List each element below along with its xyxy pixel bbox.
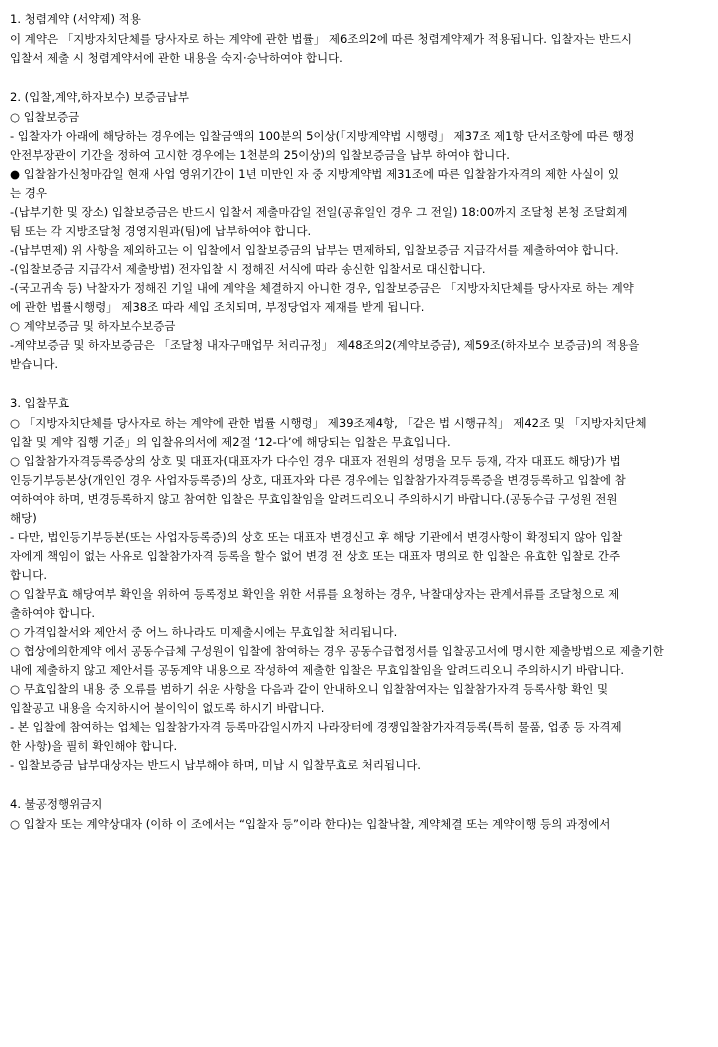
- section-2-line-5: 는 경우: [10, 186, 47, 200]
- section-3-line-1: ○ 「지방자치단체를 당사자로 하는 계약에 관한 법률 시행령」 제39조제4항, 「같은 법 시행규칙」 제42조 및 「지방자치단체: [10, 416, 647, 430]
- section-2-line-14: 받습니다.: [10, 357, 59, 371]
- section-3-line-12: ○ 가격입찰서와 제안서 중 어느 하나라도 미제출시에는 무효입찰 처리됩니다.: [10, 625, 398, 639]
- section-1-heading: 1. 청렴계약 (서약제) 적용: [10, 12, 141, 26]
- section-1-line-2: 입찰서 제출 시 청렴계약서에 관한 내용을 숙지·승낙하여야 합니다.: [10, 51, 343, 65]
- spacer: [10, 380, 708, 394]
- section-3-line-7: - 다만, 법인등기부등본(또는 사업자등록증)의 상호 또는 대표자 변경신고 후 해당 기관에서 변경사항이 확정되지 않아 입찰: [10, 530, 623, 544]
- section-3-line-18: 한 사항)을 필히 확인해야 합니다.: [10, 739, 178, 753]
- section-2-line-9: -(입찰보증금 지급각서 제출방법) 전자입찰 시 정해진 서식에 따라 송신한 입찰서로 대신합니다.: [10, 262, 486, 276]
- spacer: [10, 74, 708, 88]
- section-3-heading: 3. 입찰무효: [10, 396, 70, 410]
- section-2-line-6: -(납부기한 및 장소) 입찰보증금은 반드시 입찰서 제출마감일 전일(공휴일인 경우 그 전일) 18:00까지 조달청 본청 조달회계: [10, 205, 628, 219]
- section-3-line-4: 인등기부등본상(개인인 경우 사업자등록증)의 상호, 대표자와 다른 경우에는 입찰참가자격등록증을 변경등록하고 입찰에 참: [10, 473, 626, 487]
- section-3-line-17: - 본 입찰에 참여하는 업체는 입찰참가자격 등록마감일시까지 나라장터에 경쟁입찰참가자격등록(특히 물품, 업종 등 자격제: [10, 720, 622, 734]
- section-3-line-19: - 입찰보증금 납부대상자는 반드시 납부해야 하며, 미납 시 입찰무효로 처리됩니다.: [10, 758, 421, 772]
- section-2-line-1: ○ 입찰보증금: [10, 110, 80, 124]
- section-4: [10, 795, 708, 834]
- section-1: [10, 10, 708, 68]
- section-3-line-2: 입찰 및 계약 집행 기준」의 입찰유의서에 제2절 ‘12-다’에 해당되는 입찰은 무효입니다.: [10, 435, 451, 449]
- section-3-line-6: 해당): [10, 511, 37, 525]
- section-3-line-9: 합니다.: [10, 568, 47, 582]
- section-3-line-3: ○ 입찰참가자격등록증상의 상호 및 대표자(대표자가 다수인 경우 대표자 전원의 성명을 모두 등재, 각자 대표도 해당)가 법: [10, 454, 621, 468]
- section-2: [10, 88, 708, 374]
- section-1-line-1: 이 계약은 「지방자치단체를 당사자로 하는 계약에 관한 법률」 제6조의2에 따른 청렴계약제가 적용됩니다. 입찰자는 반드시: [10, 32, 633, 46]
- section-2-line-7: 팀 또는 각 지방조달청 경영지원과(팀)에 납부하여야 합니다.: [10, 224, 312, 238]
- section-3-line-5: 여하여야 하며, 변경등록하지 않고 참여한 입찰은 무효입찰임을 알려드리오니 주의하시기 바랍니다.(공동수급 구성원 전원: [10, 492, 618, 506]
- section-2-line-13: -계약보증금 및 하자보증금은 「조달청 내자구매업무 처리규정」 제48조의2(계약보증금), 제59조(하자보수 보증금)의 적용을: [10, 338, 640, 352]
- section-2-line-11: 에 관한 법률시행령」 제38조 따라 세입 조치되며, 부정당업자 제재를 받게 됩니다.: [10, 300, 425, 314]
- section-2-line-2: - 입찰자가 아래에 해당하는 경우에는 입찰금액의 100분의 5이상(「지방계약법 시행령」 제37조 제1항 단서조항에 따른 행정: [10, 129, 635, 143]
- section-2-line-12: ○ 계약보증금 및 하자보수보증금: [10, 319, 176, 333]
- section-2-line-8: -(납부면제) 위 사항을 제외하고는 이 입찰에서 입찰보증금의 납부는 면제하되, 입찰보증금 지급각서를 제출하여야 합니다.: [10, 243, 619, 257]
- section-3-line-13: ○ 협상에의한계약 에서 공동수급체 구성원이 입찰에 참여하는 경우 공동수급협정서를 입찰공고서에 명시한 제출방법으로 제출기한: [10, 644, 664, 658]
- section-2-line-3: 안전부장관이 기간을 정하여 고시한 경우에는 1천분의 25이상)의 입찰보증금을 납부 하여야 합니다.: [10, 148, 510, 162]
- section-2-line-10: -(국고귀속 등) 낙찰자가 정해진 기일 내에 계약을 체결하지 아니한 경우, 입찰보증금은 「지방자치단체를 당사자로 하는 계약: [10, 281, 634, 295]
- section-3-line-15: ○ 무효입찰의 내용 중 오류를 범하기 쉬운 사항을 다음과 같이 안내하오니 입찰참여자는 입찰참가자격 등록사항 확인 및: [10, 682, 609, 696]
- section-2-heading: 2. (입찰,계약,하자보수) 보증금납부: [10, 90, 189, 104]
- section-3-line-10: ○ 입찰무효 해당여부 확인을 위하여 등록정보 확인을 위한 서류를 요청하는 경우, 낙찰대상자는 관계서류를 조달청으로 제: [10, 587, 620, 601]
- section-4-heading: 4. 불공정행위금지: [10, 797, 103, 811]
- section-2-line-4: ● 입찰참가신청마감일 현재 사업 영위기간이 1년 미만인 자 중 지방계약법 제31조에 따른 입찰참가자격의 제한 사실이 있: [10, 167, 619, 181]
- section-3-line-16: 입찰공고 내용을 숙지하시어 불이익이 없도록 하시기 바랍니다.: [10, 701, 325, 715]
- section-3: [10, 394, 708, 775]
- section-3-line-14: 내에 제출하지 않고 제안서를 공동계약 내용으로 작성하여 제출한 입찰은 무효입찰임을 알려드리오니 주의하시기 바랍니다.: [10, 663, 625, 677]
- section-3-line-8: 자에게 책임이 없는 사유로 입찰참가자격 등록을 할수 없어 변경 전 상호 또는 대표자 명의로 한 입찰은 유효한 입찰로 간주: [10, 549, 621, 563]
- section-3-line-11: 출하여야 합니다.: [10, 606, 96, 620]
- section-4-line-1: ○ 입찰자 또는 계약상대자 (이하 이 조에서는 “입찰자 등”이라 한다)는 입찰낙찰, 계약체결 또는 계약이행 등의 과정에서: [10, 817, 611, 831]
- spacer: [10, 781, 708, 795]
